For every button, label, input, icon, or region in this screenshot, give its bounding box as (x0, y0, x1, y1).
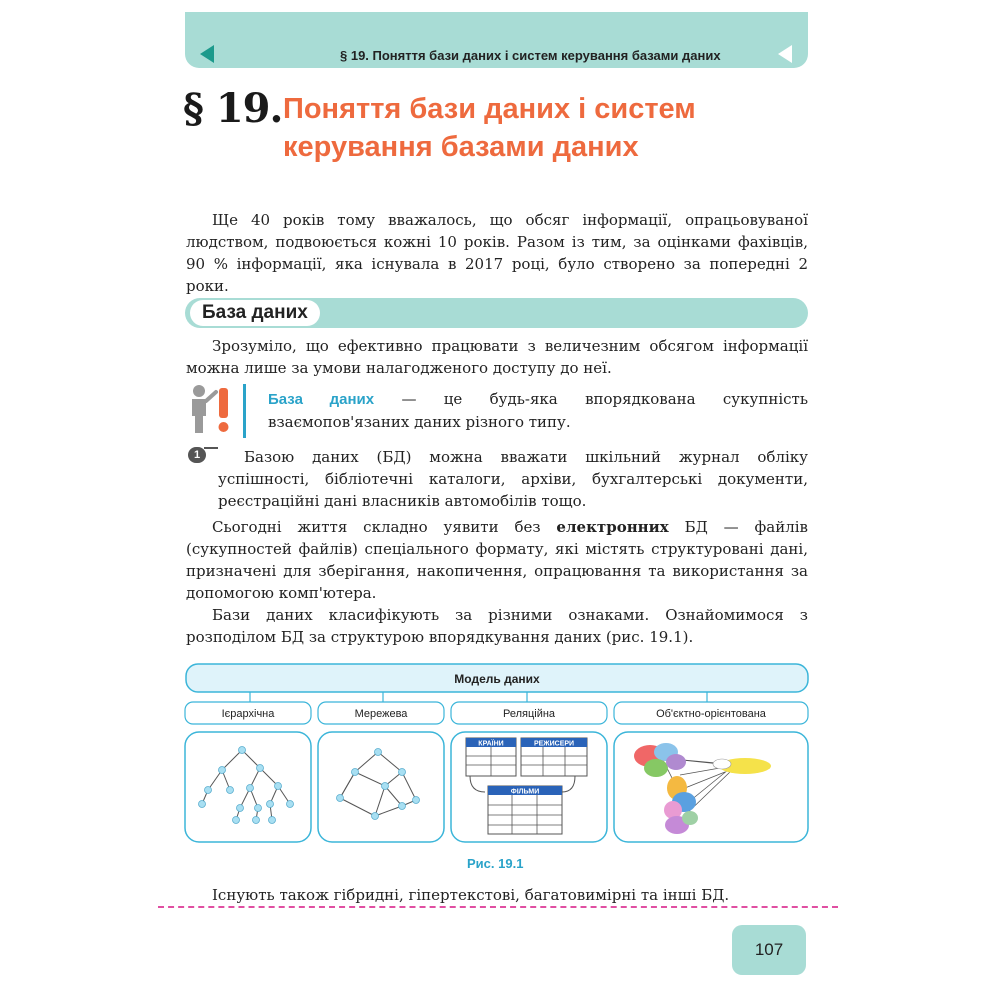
definition-text (268, 388, 808, 434)
example-paragraph: Базою даних (БД) можна вважати шкільний журнал обліку успішності, бібліотечні каталоги, архіви, бухгалтерські документи, реєстраційні дані власників автомобілів тощо. (218, 448, 808, 510)
electronic-after: БД — файлів (сукупностей файлів) спеціального формату, які містять структуровані дані, призначені для зберігання, накопичення, опрацювання та використання за допомогою комп'ютера. (186, 518, 809, 602)
electronic-before: Сьогодні життя складно уявити без (212, 518, 557, 536)
electronic-bold: електронних (556, 518, 669, 536)
example-badge: 1 (188, 447, 206, 463)
running-title: § 19. Поняття бази даних і систем керування базами даних (340, 48, 721, 63)
definition-rule (243, 384, 246, 438)
model-object-label: Об'єктно-орієнтована (656, 708, 766, 720)
prev-arrow-icon (200, 45, 214, 63)
model-hierarchical-label: Ієрархічна (221, 708, 275, 720)
section-number: § 19. (183, 85, 283, 132)
figure-data-models (180, 660, 820, 850)
intro-paragraph: Ще 40 років тому вважалось, що обсяг інформації, опрацьовуваної людством, подвоюється кожні 10 років. Разом із тим, за оцінками фахівців, 90 % інформації, яка існувала в 2017 році, було створено за попередні 2 роки. (186, 211, 808, 295)
example-badge-line (204, 447, 218, 449)
model-connectors (250, 692, 707, 702)
definition-term: База даних (268, 391, 375, 408)
network-panel (318, 732, 444, 842)
dashed-separator (158, 906, 838, 908)
model-relational-label: Реляційна (502, 708, 556, 720)
classify-paragraph: Бази даних класифікують за різними ознаками. Ознайомимося з розподілом БД за структурою впорядкування даних (рис. 19.1). (186, 606, 808, 646)
table-countries-label: КРАЇНИ (478, 740, 504, 748)
model-network-label: Мережева (354, 708, 408, 720)
attention-person-icon (188, 384, 232, 434)
next-arrow-icon (778, 45, 792, 63)
access-paragraph: Зрозуміло, що ефективно працювати з величезним обсягом інформації можна лише за умови налагодженого доступу до неї. (186, 337, 808, 377)
subsection-title: База даних (190, 300, 320, 326)
final-paragraph: Існують також гібридні, гіпертекстові, багатовимірні та інші БД. (212, 886, 730, 904)
electronic-db-paragraph (186, 516, 808, 604)
table-films-label: ФІЛЬМИ (510, 788, 540, 796)
section-title-line2: керування базами даних (283, 131, 639, 163)
page-number: 107 (732, 925, 806, 975)
model-root-label: Модель даних (454, 672, 540, 686)
figure-caption: Рис. 19.1 (467, 856, 524, 871)
definition-body: — це будь-яка впорядкована сукупність взаємопов'язаних даних різного типу. (268, 390, 808, 431)
section-title (283, 90, 763, 166)
section-title-line1: Поняття бази даних і систем (283, 93, 696, 125)
table-directors-label: РЕЖИСЕРИ (533, 740, 575, 748)
